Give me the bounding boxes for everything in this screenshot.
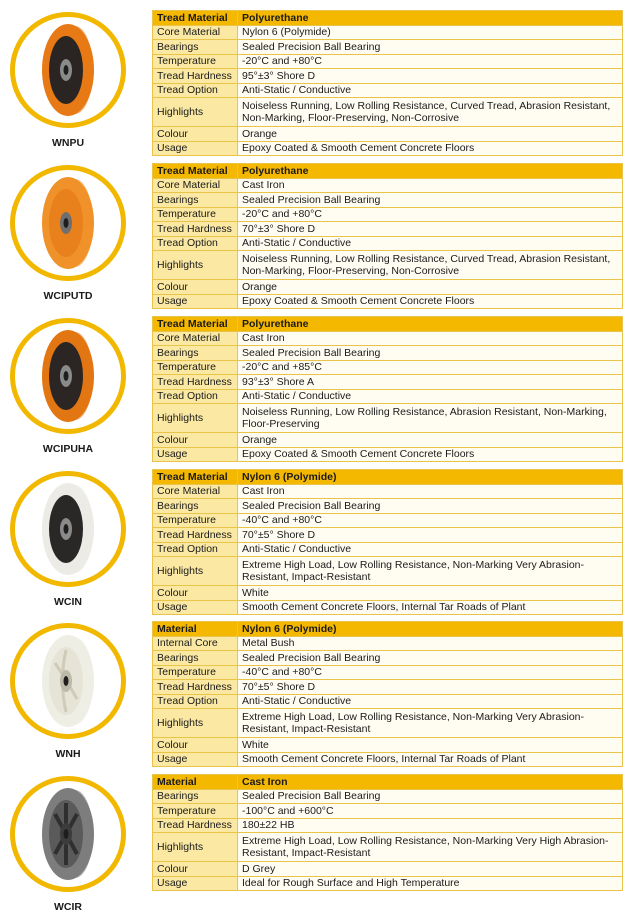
spec-header-value: Polyurethane bbox=[238, 164, 623, 179]
spec-row bbox=[153, 83, 623, 98]
spec-value: Extreme High Load, Low Rolling Resistance, Non-Marking Very Abrasion-Resistant, Impact-Resistant bbox=[238, 709, 623, 738]
spec-label: Temperature bbox=[153, 804, 238, 819]
spec-row bbox=[153, 804, 623, 819]
spec-row bbox=[153, 294, 623, 309]
spec-label: Temperature bbox=[153, 665, 238, 680]
spec-value: Noiseless Running, Low Rolling Resistance, Abrasion Resistant, Non-Marking, Floor-Preserving bbox=[238, 404, 623, 433]
spec-header-row bbox=[153, 317, 623, 332]
spec-value: Extreme High Load, Low Rolling Resistance, Non-Marking Very High Abrasion-Resistant, Impact-Resistant bbox=[238, 833, 623, 862]
spec-label: Colour bbox=[153, 433, 238, 448]
spec-row bbox=[153, 346, 623, 361]
spec-label: Colour bbox=[153, 586, 238, 601]
spec-label: Temperature bbox=[153, 54, 238, 69]
spec-row bbox=[153, 513, 623, 528]
spec-row bbox=[153, 433, 623, 448]
spec-row bbox=[153, 680, 623, 695]
spec-label: Usage bbox=[153, 600, 238, 615]
spec-label: Tread Option bbox=[153, 236, 238, 251]
spec-row bbox=[153, 789, 623, 804]
spec-header-value: Polyurethane bbox=[238, 11, 623, 26]
spec-value: Noiseless Running, Low Rolling Resistance, Curved Tread, Abrasion Resistant, Non-Marking, Floor-Preserving, Non-Corrosive bbox=[238, 98, 623, 127]
spec-label: Highlights bbox=[153, 251, 238, 280]
spec-label: Internal Core bbox=[153, 636, 238, 651]
spec-label: Colour bbox=[153, 127, 238, 142]
spec-row bbox=[153, 222, 623, 237]
spec-label: Highlights bbox=[153, 404, 238, 433]
spec-value: Sealed Precision Ball Bearing bbox=[238, 499, 623, 514]
spec-label: Usage bbox=[153, 141, 238, 156]
spec-row bbox=[153, 586, 623, 601]
spec-row bbox=[153, 280, 623, 295]
spec-value: -20°C and +85°C bbox=[238, 360, 623, 375]
spec-row bbox=[153, 636, 623, 651]
spec-header-value: Polyurethane bbox=[238, 317, 623, 332]
spec-header-row bbox=[153, 470, 623, 485]
spec-row bbox=[153, 251, 623, 280]
spec-row bbox=[153, 665, 623, 680]
spec-value: 180±22 HB bbox=[238, 818, 623, 833]
spec-label: Bearings bbox=[153, 193, 238, 208]
spec-header-label: Material bbox=[153, 775, 238, 790]
spec-label: Bearings bbox=[153, 346, 238, 361]
spec-row bbox=[153, 178, 623, 193]
spec-value: Sealed Precision Ball Bearing bbox=[238, 193, 623, 208]
spec-value: -20°C and +80°C bbox=[238, 54, 623, 69]
wheel-image bbox=[15, 781, 121, 887]
spec-row bbox=[153, 600, 623, 615]
spec-row bbox=[153, 207, 623, 222]
spec-label: Bearings bbox=[153, 40, 238, 55]
spec-header-row bbox=[153, 622, 623, 637]
spec-row bbox=[153, 375, 623, 390]
spec-value: Ideal for Rough Surface and High Temperature bbox=[238, 876, 623, 891]
spec-label: Highlights bbox=[153, 557, 238, 586]
spec-label: Tread Option bbox=[153, 389, 238, 404]
spec-row bbox=[153, 876, 623, 891]
spec-table bbox=[152, 316, 623, 462]
spec-value: Orange bbox=[238, 433, 623, 448]
spec-value: White bbox=[238, 586, 623, 601]
spec-label: Core Material bbox=[153, 484, 238, 499]
spec-value: Epoxy Coated & Smooth Cement Concrete Floors bbox=[238, 294, 623, 309]
wheel-ring bbox=[10, 318, 126, 434]
model-code: WCIN bbox=[54, 596, 82, 608]
spec-label: Usage bbox=[153, 752, 238, 767]
spec-label: Tread Option bbox=[153, 694, 238, 709]
spec-row bbox=[153, 499, 623, 514]
spec-row bbox=[153, 818, 623, 833]
spec-header-value: Cast Iron bbox=[238, 775, 623, 790]
spec-row bbox=[153, 54, 623, 69]
spec-row bbox=[153, 833, 623, 862]
spec-row bbox=[153, 694, 623, 709]
spec-value: Smooth Cement Concrete Floors, Internal Tar Roads of Plant bbox=[238, 600, 623, 615]
spec-value: Cast Iron bbox=[238, 484, 623, 499]
spec-label: Temperature bbox=[153, 513, 238, 528]
spec-label: Temperature bbox=[153, 207, 238, 222]
spec-row bbox=[153, 528, 623, 543]
spec-row bbox=[153, 69, 623, 84]
spec-value: White bbox=[238, 738, 623, 753]
wheel-image bbox=[15, 17, 121, 123]
spec-value: Anti-Static / Conductive bbox=[238, 389, 623, 404]
spec-label: Highlights bbox=[153, 833, 238, 862]
spec-value: Anti-Static / Conductive bbox=[238, 694, 623, 709]
spec-label: Core Material bbox=[153, 25, 238, 40]
spec-row bbox=[153, 404, 623, 433]
spec-header-label: Material bbox=[153, 622, 238, 637]
spec-row bbox=[153, 331, 623, 346]
spec-row bbox=[153, 709, 623, 738]
spec-label: Usage bbox=[153, 876, 238, 891]
spec-table bbox=[152, 469, 623, 615]
model-code: WNPU bbox=[51, 137, 85, 149]
spec-table bbox=[152, 774, 623, 891]
spec-row bbox=[153, 557, 623, 586]
spec-row bbox=[153, 193, 623, 208]
spec-value: 70°±5° Shore D bbox=[238, 528, 623, 543]
spec-value: Orange bbox=[238, 280, 623, 295]
spec-label: Temperature bbox=[153, 360, 238, 375]
spec-value: Sealed Precision Ball Bearing bbox=[238, 789, 623, 804]
model-code: WCIPUTD bbox=[43, 290, 93, 302]
spec-label: Bearings bbox=[153, 499, 238, 514]
spec-label: Usage bbox=[153, 447, 238, 462]
spec-value: 70°±5° Shore D bbox=[238, 680, 623, 695]
spec-label: Colour bbox=[153, 862, 238, 877]
spec-label: Usage bbox=[153, 294, 238, 309]
spec-label: Tread Option bbox=[153, 83, 238, 98]
spec-label: Colour bbox=[153, 738, 238, 753]
spec-header-row bbox=[153, 11, 623, 26]
spec-label: Tread Hardness bbox=[153, 375, 238, 390]
spec-row bbox=[153, 738, 623, 753]
spec-header-label: Tread Material bbox=[153, 11, 238, 26]
wheel-image bbox=[15, 476, 121, 582]
spec-value: Sealed Precision Ball Bearing bbox=[238, 346, 623, 361]
spec-row bbox=[153, 862, 623, 877]
spec-label: Tread Hardness bbox=[153, 818, 238, 833]
spec-label: Core Material bbox=[153, 178, 238, 193]
spec-header-label: Tread Material bbox=[153, 164, 238, 179]
spec-value: Anti-Static / Conductive bbox=[238, 542, 623, 557]
spec-label: Core Material bbox=[153, 331, 238, 346]
spec-value: Anti-Static / Conductive bbox=[238, 83, 623, 98]
spec-value: -20°C and +80°C bbox=[238, 207, 623, 222]
spec-value: Sealed Precision Ball Bearing bbox=[238, 40, 623, 55]
wheel-image bbox=[15, 323, 121, 429]
spec-row bbox=[153, 98, 623, 127]
spec-row bbox=[153, 651, 623, 666]
spec-label: Highlights bbox=[153, 709, 238, 738]
spec-label: Tread Hardness bbox=[153, 680, 238, 695]
spec-row bbox=[153, 141, 623, 156]
spec-header-row bbox=[153, 164, 623, 179]
spec-table bbox=[152, 621, 623, 767]
wheel-image bbox=[15, 170, 121, 276]
spec-label: Tread Hardness bbox=[153, 222, 238, 237]
spec-value: 95°±3° Shore D bbox=[238, 69, 623, 84]
spec-row bbox=[153, 389, 623, 404]
model-code: WCIR bbox=[54, 901, 82, 913]
spec-row bbox=[153, 127, 623, 142]
spec-value: Sealed Precision Ball Bearing bbox=[238, 651, 623, 666]
wheel-ring bbox=[10, 165, 126, 281]
wheel-ring bbox=[10, 12, 126, 128]
spec-table bbox=[152, 10, 623, 156]
spec-row bbox=[153, 752, 623, 767]
spec-value: -100°C and +600°C bbox=[238, 804, 623, 819]
spec-value: Epoxy Coated & Smooth Cement Concrete Floors bbox=[238, 141, 623, 156]
spec-value: Extreme High Load, Low Rolling Resistance, Non-Marking Very Abrasion-Resistant, Impact-Resistant bbox=[238, 557, 623, 586]
spec-value: Noiseless Running, Low Rolling Resistance, Curved Tread, Abrasion Resistant, Non-Marking, Floor-Preserving, Non-Corrosive bbox=[238, 251, 623, 280]
spec-value: Nylon 6 (Polymide) bbox=[238, 25, 623, 40]
spec-label: Colour bbox=[153, 280, 238, 295]
spec-value: 70°±3° Shore D bbox=[238, 222, 623, 237]
spec-row bbox=[153, 542, 623, 557]
spec-label: Tread Option bbox=[153, 542, 238, 557]
spec-header-row bbox=[153, 775, 623, 790]
spec-value: -40°C and +80°C bbox=[238, 665, 623, 680]
spec-row bbox=[153, 25, 623, 40]
spec-value: Orange bbox=[238, 127, 623, 142]
model-code: WCIPUHA bbox=[42, 443, 94, 455]
wheel-image bbox=[15, 628, 121, 734]
spec-row bbox=[153, 236, 623, 251]
spec-value: Smooth Cement Concrete Floors, Internal Tar Roads of Plant bbox=[238, 752, 623, 767]
spec-value: 93°±3° Shore A bbox=[238, 375, 623, 390]
spec-value: Anti-Static / Conductive bbox=[238, 236, 623, 251]
spec-value: Metal Bush bbox=[238, 636, 623, 651]
spec-label: Tread Hardness bbox=[153, 528, 238, 543]
spec-label: Highlights bbox=[153, 98, 238, 127]
spec-header-value: Nylon 6 (Polymide) bbox=[238, 470, 623, 485]
spec-value: -40°C and +80°C bbox=[238, 513, 623, 528]
spec-header-label: Tread Material bbox=[153, 317, 238, 332]
spec-header-label: Tread Material bbox=[153, 470, 238, 485]
spec-row bbox=[153, 360, 623, 375]
spec-header-value: Nylon 6 (Polymide) bbox=[238, 622, 623, 637]
spec-row bbox=[153, 484, 623, 499]
spec-label: Tread Hardness bbox=[153, 69, 238, 84]
spec-row bbox=[153, 40, 623, 55]
spec-row bbox=[153, 447, 623, 462]
wheel-ring bbox=[10, 471, 126, 587]
wheel-ring bbox=[10, 776, 126, 892]
spec-value: D Grey bbox=[238, 862, 623, 877]
model-code: WNH bbox=[55, 748, 81, 760]
spec-value: Epoxy Coated & Smooth Cement Concrete Floors bbox=[238, 447, 623, 462]
spec-label: Bearings bbox=[153, 651, 238, 666]
spec-label: Bearings bbox=[153, 789, 238, 804]
spec-value: Cast Iron bbox=[238, 331, 623, 346]
spec-table bbox=[152, 163, 623, 309]
wheel-ring bbox=[10, 623, 126, 739]
spec-value: Cast Iron bbox=[238, 178, 623, 193]
